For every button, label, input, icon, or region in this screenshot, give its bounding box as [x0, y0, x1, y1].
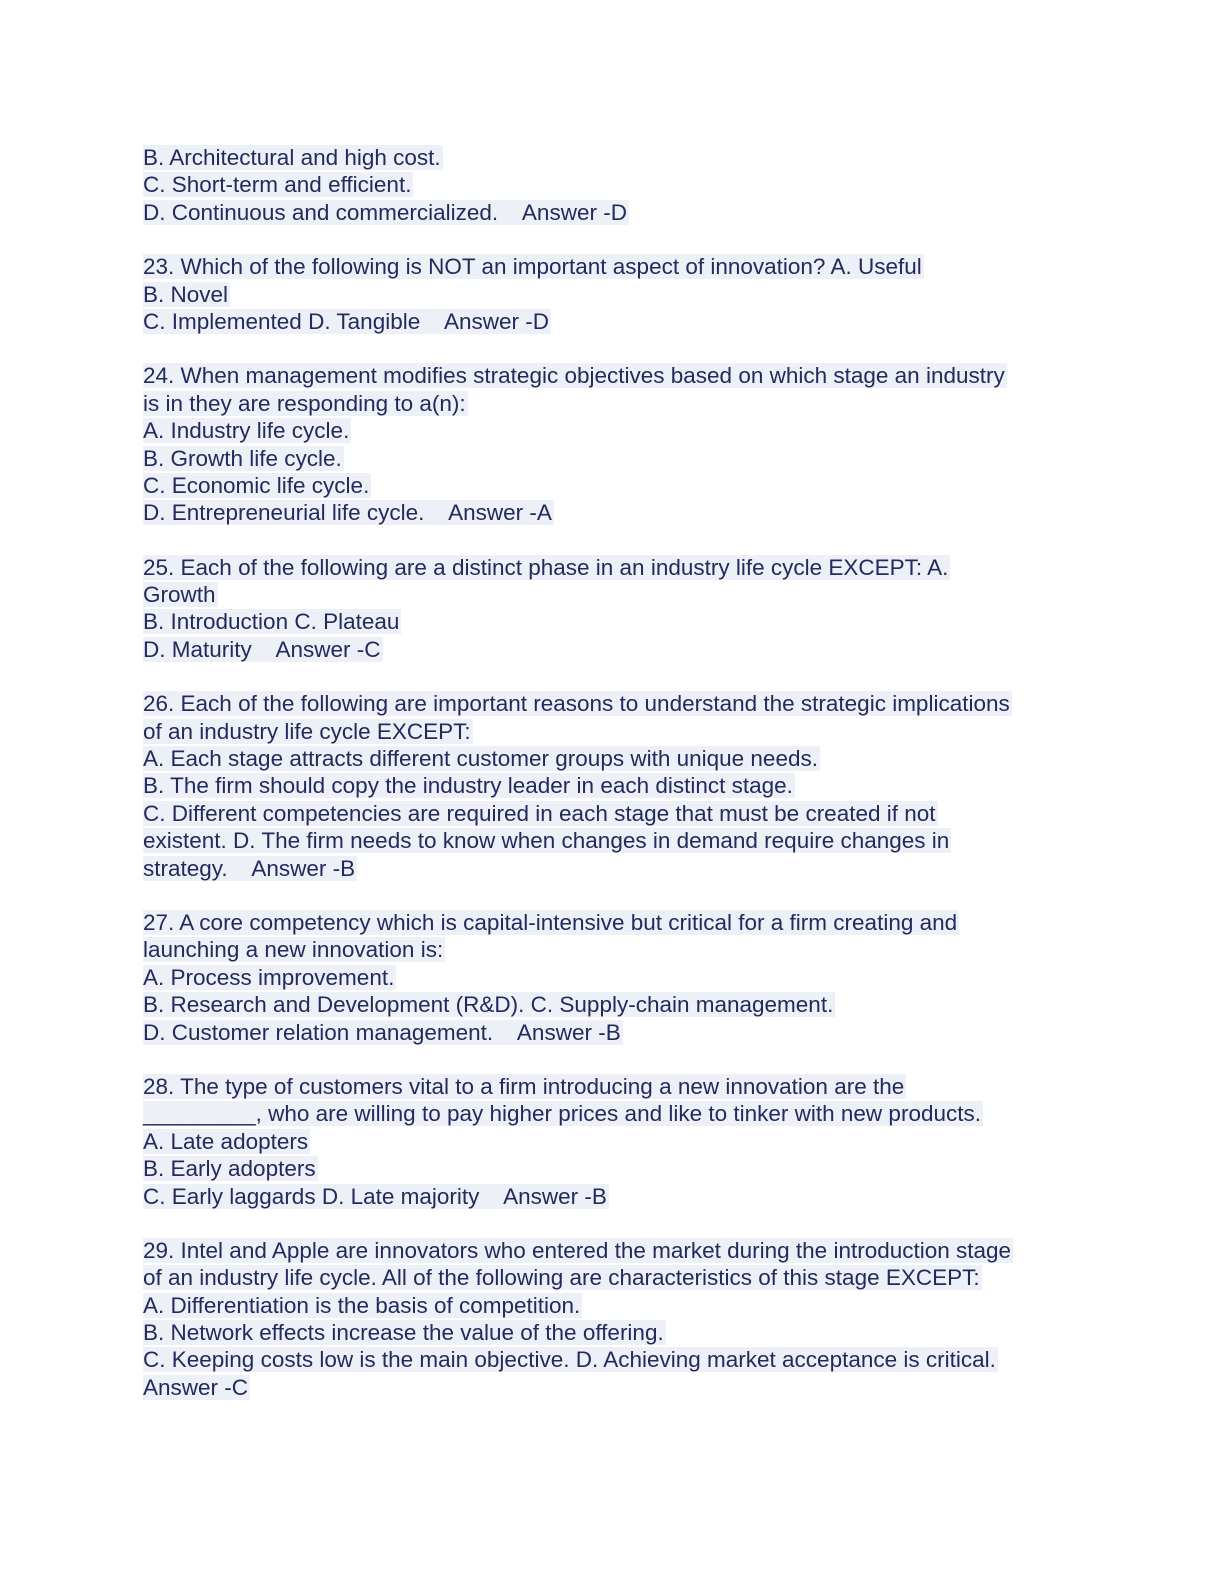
text-line: Growth — [143, 582, 216, 608]
text-line: 26. Each of the following are important reasons to understand the strategic implications — [143, 691, 1010, 717]
text-line: existent. D. The firm needs to know when changes in demand require changes in — [143, 828, 950, 854]
question-24 — [143, 362, 1073, 526]
text-line: of an industry life cycle EXCEPT: — [143, 718, 471, 744]
text-line: B. Network effects increase the value of the offering. — [143, 1320, 664, 1346]
question-27 — [143, 909, 1073, 1046]
text-line: of an industry life cycle. All of the following are characteristics of this stage EXCEPT: — [143, 1265, 980, 1291]
text-line: C. Short-term and efficient. — [143, 172, 412, 198]
text-line: strategy. Answer -B — [143, 855, 356, 881]
question-23 — [143, 253, 1073, 335]
text-line: 29. Intel and Apple are innovators who entered the market during the introduction stage — [143, 1237, 1012, 1263]
question-22-continuation — [143, 144, 1073, 226]
text-line: C. Economic life cycle. — [143, 472, 370, 498]
text-line: A. Process improvement. — [143, 964, 395, 990]
text-line: B. The firm should copy the industry leader in each distinct stage. — [143, 773, 793, 799]
text-line: B. Growth life cycle. — [143, 445, 342, 471]
text-line: C. Keeping costs low is the main objective. D. Achieving market acceptance is critical. — [143, 1347, 996, 1373]
question-29 — [143, 1237, 1073, 1401]
text-line: Answer -C — [143, 1374, 249, 1400]
question-28 — [143, 1073, 1073, 1210]
text-line: B. Early adopters — [143, 1156, 316, 1182]
text-line: A. Differentiation is the basis of competition. — [143, 1292, 581, 1318]
question-25 — [143, 554, 1073, 664]
text-line: is in they are responding to a(n): — [143, 390, 466, 416]
text-line: B. Novel — [143, 281, 229, 307]
text-line: A. Industry life cycle. — [143, 418, 350, 444]
text-line: 24. When management modifies strategic objectives based on which stage an industry — [143, 363, 1005, 389]
text-line: D. Maturity Answer -C — [143, 636, 381, 662]
text-line: _________, who are willing to pay higher prices and like to tinker with new products. — [143, 1101, 981, 1127]
text-line: launching a new innovation is: — [143, 937, 444, 963]
text-line: 28. The type of customers vital to a firm introducing a new innovation are the — [143, 1073, 905, 1099]
text-line: C. Different competencies are required in each stage that must be created if not — [143, 800, 936, 826]
text-line: C. Implemented D. Tangible Answer -D — [143, 308, 550, 334]
text-line: C. Early laggards D. Late majority Answer -B — [143, 1183, 607, 1209]
text-line: D. Continuous and commercialized. Answer -D — [143, 199, 627, 225]
text-line: 23. Which of the following is NOT an important aspect of innovation? A. Useful — [143, 254, 922, 280]
text-line: D. Customer relation management. Answer -B — [143, 1019, 621, 1045]
text-line: 27. A core competency which is capital-intensive but critical for a firm creating and — [143, 909, 958, 935]
document-page — [143, 144, 1073, 1428]
text-line: 25. Each of the following are a distinct phase in an industry life cycle EXCEPT: A. — [143, 554, 949, 580]
question-26 — [143, 690, 1073, 882]
text-line: B. Research and Development (R&D). C. Supply-chain management. — [143, 992, 834, 1018]
text-line: B. Architectural and high cost. — [143, 145, 441, 170]
text-line: D. Entrepreneurial life cycle. Answer -A — [143, 500, 552, 526]
text-line: A. Late adopters — [143, 1128, 309, 1154]
text-line: A. Each stage attracts different customer groups with unique needs. — [143, 746, 818, 772]
text-line: B. Introduction C. Plateau — [143, 609, 400, 635]
